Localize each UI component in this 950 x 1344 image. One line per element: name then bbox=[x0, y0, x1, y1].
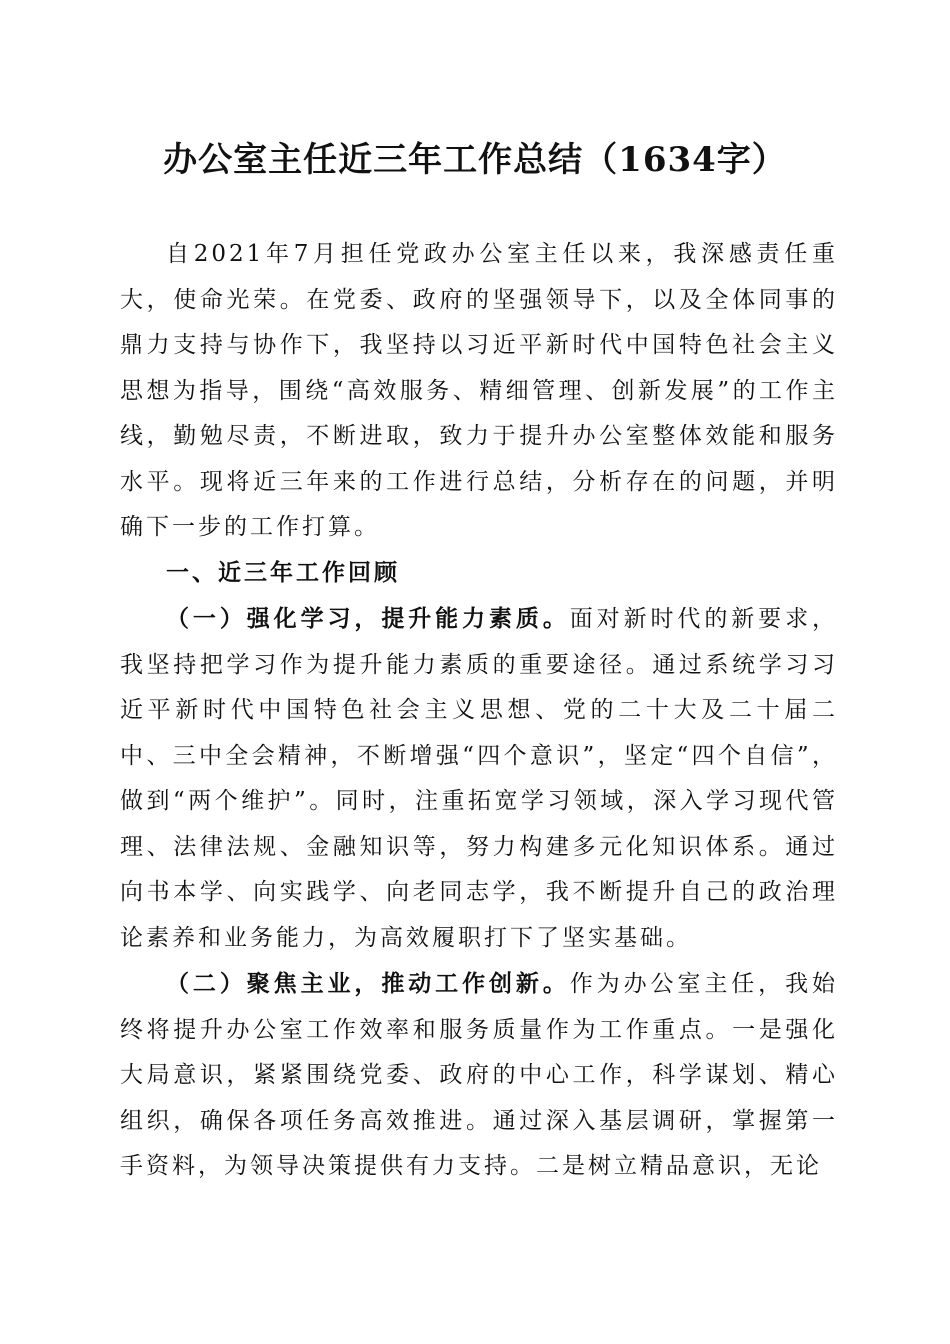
document-body bbox=[120, 232, 838, 1190]
paragraph-innovation bbox=[120, 961, 838, 1190]
section-heading: 一、近三年工作回顾 bbox=[166, 559, 400, 586]
paragraph-study bbox=[120, 596, 838, 961]
document-title: 办公室主任近三年工作总结（1634字） bbox=[163, 140, 787, 180]
paragraph-body: 面对新时代的新要求，我坚持把学习作为提升能力素质的重要途径。通过系统学习习近平新时代中国特色社会主义思想、党的二十大及二十届二中、三中全会精神，不断增强“四个意识”，坚定“四个自信”，做到“两个维护”。同时，注重拓宽学习领域，深入学习现代管理、法律法规、金融知识等，努力构建多元化知识体系。通过向书本学、向实践学、向老同志学，我不断提升自己的政治理论素养和业务能力，为高效履职打下了坚实基础。 bbox=[120, 606, 839, 951]
paragraph-lead: （一）强化学习，提升能力素质。 bbox=[166, 605, 570, 632]
intro-paragraph: 自2021年7月担任党政办公室主任以来，我深感责任重大，使命光荣。在党委、政府的坚强领导下，以及全体同事的鼎力支持与协作下，我坚持以习近平新时代中国特色社会主义思想为指导，围绕“高效服务、精细管理、创新发展”的工作主线，勤勉尽责，不断进取，致力于提升办公室整体效能和服务水平。现将近三年来的工作进行总结，分析存在的问题，并明确下一步的工作打算。 bbox=[120, 241, 838, 540]
paragraph-lead: （二）聚焦主业，推动工作创新。 bbox=[166, 970, 570, 997]
paragraph-body: 作为办公室主任，我始终将提升办公室工作效率和服务质量作为工作重点。一是强化大局意识，紧紧围绕党委、政府的中心工作，科学谋划、精心组织，确保各项任务高效推进。通过深入基层调研，掌握第一手资料，为领导决策提供有力支持。二是树立精品意识，无论 bbox=[120, 971, 839, 1179]
